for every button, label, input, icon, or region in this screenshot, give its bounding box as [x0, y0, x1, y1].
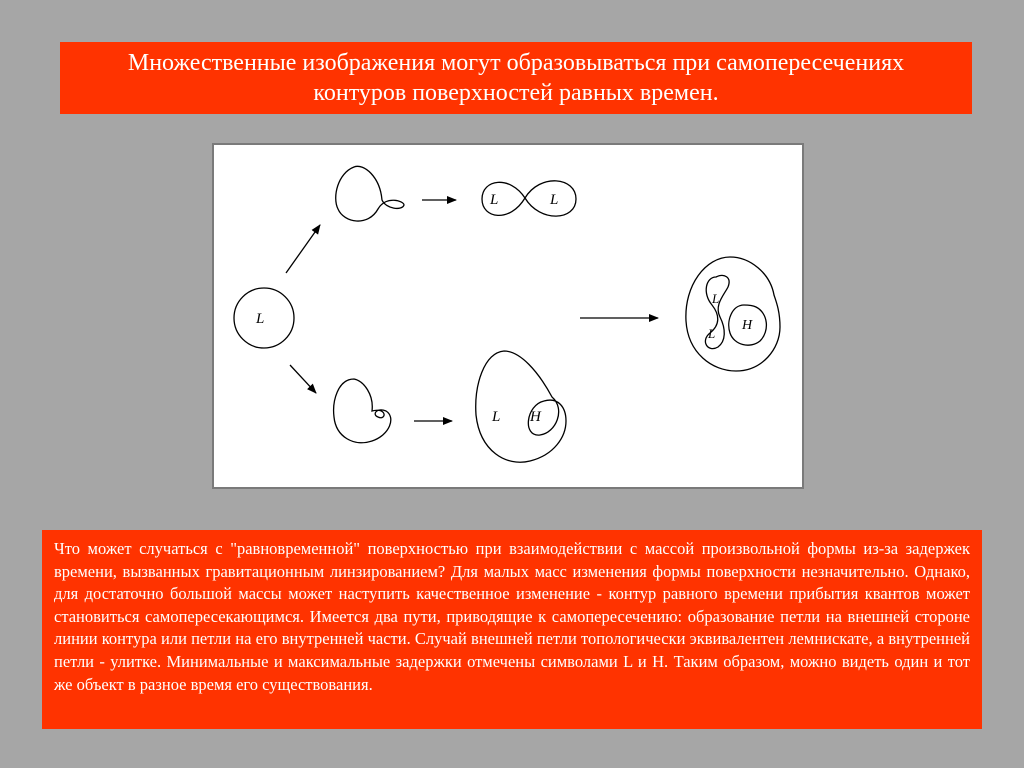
initial-label: L [256, 311, 265, 327]
limacon-label-right: H [530, 409, 541, 425]
lemniscate-label-left: L [490, 192, 499, 208]
slide-body-text: Что может случаться с "равновременной" поверхностью при взаимодействии с массой произвольной формы из-за задержек времени, вызванных гравитационным линзированием? Для малых масс изменения формы поверхности незначительно. Однако, для достаточно большой массы может наступить качественное изменение - контур равного времени прибытия квантов может становиться самопересекающимся. Имеется два пути, приводящие к самопересечению: образование петли на внешней стороне линии контура или петли на его внутренней части. Случай внешней петли топологически эквивалентен лемнискате, а внутренней петли - улитке. Минимальные и максимальные задержки отмечены символами L и H. Таким образом, можно видеть один и тот же объект в разное время его существования. [54, 539, 970, 694]
slide-title [60, 42, 972, 114]
contour-diagram-svg [214, 145, 802, 487]
arrow-down-icon [290, 365, 316, 393]
slide-body [42, 530, 982, 729]
arrow-up-icon [286, 225, 320, 273]
lemniscate-label-right: L [550, 192, 559, 208]
outer-loop-contour [336, 166, 404, 221]
combined-label-top-l: L [712, 291, 720, 306]
combined-label-bottom-l: L [708, 326, 716, 341]
limacon-contour [476, 351, 566, 462]
inner-loop-contour [334, 379, 391, 443]
limacon-label-left: L [492, 409, 501, 425]
combined-contour [686, 257, 780, 371]
combined-label-h: H [742, 318, 753, 333]
lemniscate-contour [482, 181, 576, 216]
contour-diagram [212, 143, 804, 489]
slide-title-text: Множественные изображения могут образовываться при самопересечениях контуров поверхностей равных времен. [127, 50, 905, 106]
initial-contour [234, 288, 294, 348]
